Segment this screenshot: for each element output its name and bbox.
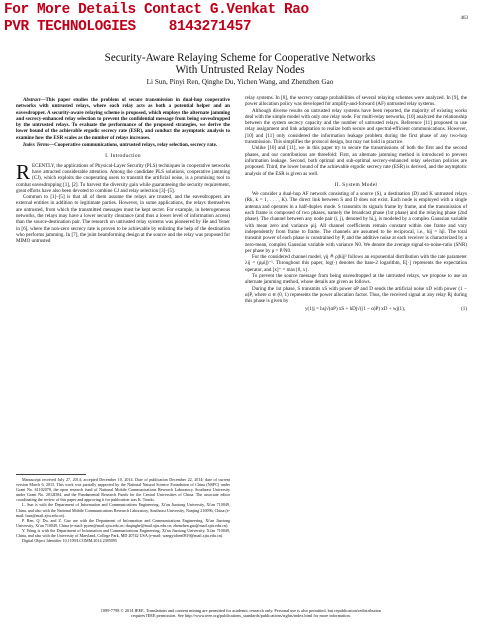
paper-title-line-2: With Untrusted Relay Nodes xyxy=(175,64,305,76)
drop-cap: R xyxy=(16,159,31,184)
footnote-authors-ren-du-gao: P. Ren, Q. Du, and Z. Gao are with the Department of Information and Communications Engineering, Xi'an Jiaotong University, Xi'an 710049, China (e-mail: pyren@mail.xjtu.edu.cn; duqinghe@mail.xjtu.edu.cn; zhenzhen.gao@mail.xjtu.edu.cn). xyxy=(16,517,230,528)
left-column xyxy=(16,97,230,245)
copyright-notice xyxy=(16,608,466,619)
right-column xyxy=(245,95,467,312)
abstract-label: Abstract xyxy=(23,97,41,103)
footnote-rule xyxy=(16,474,86,475)
copyright-line-1: 1089-7798 © 2014 IEEE. Translations and content mining are permitted for academic research only. Personal use is also permitted, but republication/redistribution xyxy=(100,608,382,613)
banner-line-1: For More Details Contact G.Venkat Rao xyxy=(4,2,309,18)
section-heading-introduction: I. Introduction xyxy=(105,153,141,160)
banner-line-2: PVR TECHNOLOGIES 8143271457 xyxy=(4,19,252,35)
related-work-paragraph-1: relay systems. In [8], the secrecy outage probabilities of several relaying schemes were analyzed. In [9], the power allocation policy was developed for amplify-and-forward (AF) untrusted relay systems. xyxy=(245,95,467,108)
copyright-line-2: requires IEEE permission. See http://www.ieee.org/publications_standards/publications/rights/index.html for more information. xyxy=(131,613,351,619)
author-list: Li Sun, Pinyi Ren, Qinghe Du, Yichen Wang, and Zhenzhen Gao xyxy=(146,78,334,86)
footnote-doi: Digital Object Identifier 10.1109/LCOMM.2014.2385095 xyxy=(22,538,117,544)
intro-paragraph-1-text: ECENTLY, the applications of Physical-Layer Security (PLS) techniques in cooperative networks have attracted considerable attention. Among the candidate PLS solutions, cooperative jamming (CJ), which exploits the cooperating users to transmit the artificial noise, is a promising tool to combat eavesdropping [1], [2]. To harvest the diversity gain while guaranteeing the security requirement, great efforts have also been devoted to combine CJ and relay selection [3]–[5]. xyxy=(16,162,230,194)
contributions-paragraph: Unlike [10] and [11], we in this paper try to secure the transmissions of both the first and the second phases, and our contributions are threefold: First, an alternate jamming method is introduced to prevent information leakage. Second, both optimal and sub-optimal secrecy-enhanced relay selection policies are proposed. Third, the lower bound of the achievable ergodic secrecy rate (ESR) is derived, and the asymptotic analysis of the ESR is given as well. xyxy=(245,145,467,177)
footnote-manuscript: Manuscript received July 27, 2014; accepted December 10, 2014. Date of publication December 22, 2014; date of current version March 6, 2015. This work was partially supported by the National Natural Science Foundation of China (NSFC) under Grant No. 61102078, the open research fund of National Mobile Communications Research Laboratory, Southeast University under Grant No. 2012D04, and the Fundamental Research Funds for the Central Universities of China. The associate editor coordinating the review of this paper and approving it for publication was K. Tourki. xyxy=(16,477,230,503)
footnotes xyxy=(16,477,230,543)
page-number: 463 xyxy=(460,16,468,21)
equation-number: (1) xyxy=(461,305,467,312)
abstract xyxy=(16,97,230,141)
index-terms-label: Index Terms xyxy=(23,142,50,149)
system-model-paragraph-4: During the 1st phase, S transmits xS with power αP and D sends the artificial noise xD with power (1 − α)P, where α ∈ (0, 1) represents the power allocation factor. Thus, the received signal at any relay Rj during this phase is given by xyxy=(245,285,467,305)
system-model-paragraph-1: We consider a dual-hop AF network consisting of a source (S), a destination (D) and K untrusted relays (Rk, k = 1, . . . , K). The direct link between S and D does not exist. Each node is employed with a single antenna and operates in a half-duplex mode. S transmits its signals frame by frame, and the transmission of each frame is composed of two phases, namely the broadcast phase (1st phase) and the relaying phase (2nd phase). The channel between any node pair (i, j), denoted by hi,j, is modeled by a complex Gaussian variable with mean zero and variance μij. All channel coefficients remain constant within one frame and vary independently from frame to frame. The channels are assumed to be reciprocal, i.e., hij = hji. The total transmit power of each phase is constrained by P, and the additive noise at each receiver is characterized by a zero-mean, complex Gaussian variable with variance N0. We denote the average signal-to-noise-ratio (SNR) per phase by ρ = P/N0. xyxy=(245,191,467,254)
footnote-author-sun: L. Sun is with the Department of Information and Communications Engineering, Xi'an Jiaotong University, Xi'an 710049, China, and also with the National Mobile Communications Research Laboratory, Southeast University, Nanjing 210096, China (e-mail: lsun@mail.xjtu.edu.cn). xyxy=(16,502,230,518)
footnote-author-wang: Y. Wang is with the Department of Information and Communications Engineering, Xi'an Jiaotong University, Xi'an 710049, China, and also with the University of Maryland, College Park, MD 20742 USA (e-mail: wangyichen0819@mail.xjtu.edu.cn). xyxy=(16,527,230,539)
promo-banner xyxy=(4,2,309,36)
related-work-paragraph-2: Although diverse results on untrusted relay systems have been reported, the majority of existing works deal with the simple model with only one relay node. For multi-relay networks, [10] analyzed the relationship between the system secrecy capacity and the number of untrusted relays. Reference [11] proposed to use relay assignment and link adaptation to realize both secure and spectral-efficient communications. However, [10] and [11] only considered the information leakage problem during the first phase of any two-hop transmission. This simplifies the protocol design, but may not hold in practice. xyxy=(245,107,467,146)
abstract-text: —This paper studies the problem of secure transmission in dual-hop cooperative networks with untrusted relays, where each relay acts as both a potential helper and an eavesdropper. A security-aware relaying scheme is proposed, which employs the alternate jamming and secrecy-enhanced relay selection to prevent the confidential message from being eavesdropped by the untrusted relays. To evaluate the performance of the proposed strategies, we derive the lower bound of the achievable ergodic secrecy rate (ESR), and conduct the asymptotic analysis to examine how the ESR scales as the number of relays increases. xyxy=(16,97,230,141)
intro-paragraph-2: Common to [1]–[5] is that all of them assume the relays are trusted, and the eavesdroppers are external entities in addition to legitimate parties. However, in some applications, the relays themselves are untrusted, from which the transmitted messages must be kept secret. For example, in heterogeneous networks, the relays may have a lower security clearance (and thus a lower level of information access) than the source-destination pair. The research on untrusted relay systems was pioneered by He and Yener in [6], where the non-zero secrecy rate is proven to be achievable by enlisting the help of the destination who performs jamming. In [7], the joint beamforming design at the source and the relay was proposed for MIMO untrusted xyxy=(16,194,230,245)
equation-body: y(1)j = hsj√(αP) xS + hDj√((1 − α)P) xD + wj(1), xyxy=(305,305,406,312)
system-model-paragraph-3: To prevent the source message from being eavesdropped at the untrusted relays, we propose to use an alternate jamming method, whose details are given as follows. xyxy=(245,273,467,286)
paper-title-line-1: Security-Aware Relaying Scheme for Cooperative Networks xyxy=(104,52,376,64)
section-heading-system-model: II. System Model xyxy=(334,181,378,188)
index-terms-text: —Cooperative communications, untrusted relays, relay selection, secrecy rate. xyxy=(49,142,218,149)
system-model-paragraph-2: For the considered channel model, γij ≜ ρ|hij|² follows an exponential distribution with the rate parameter λij = (ρμij)⁻¹. Throughout this paper, log(·) denotes the base-2 logarithm, E[·] represents the expectation operator, and [x]⁺ = max{0, x}. xyxy=(245,254,467,273)
index-terms xyxy=(16,142,230,148)
equation-1 xyxy=(245,306,467,312)
intro-paragraph-1 xyxy=(16,159,230,194)
